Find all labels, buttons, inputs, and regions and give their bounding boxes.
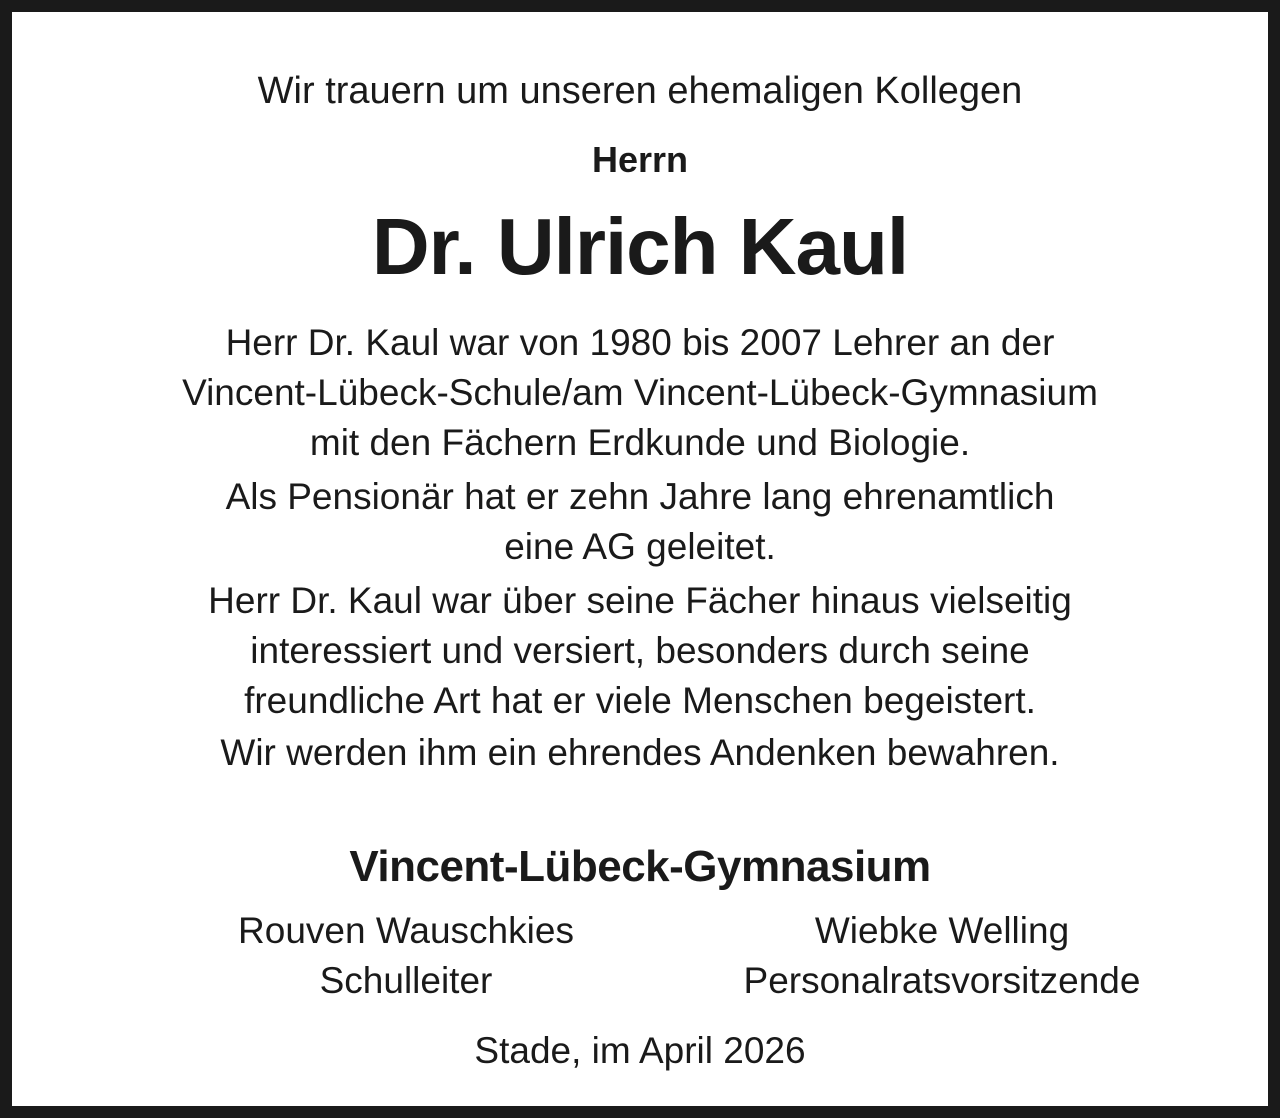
signatory-role: Schulleiter [319, 960, 493, 1001]
signatory-role: Personalratsvorsitzende [743, 960, 1141, 1001]
paragraph-remembrance [12, 728, 1268, 778]
salutation: Herrn [591, 139, 689, 180]
paragraph-line: Wir werden ihm ein ehrendes Andenken bewahren. [220, 732, 1060, 773]
signatory-principal [146, 906, 666, 1006]
paragraph-line: mit den Fächern Erdkunde und Biologie. [309, 422, 971, 463]
paragraph-line: eine AG geleitet. [504, 526, 776, 567]
deceased-name: Dr. Ulrich Kaul [371, 202, 909, 291]
intro-text: Wir trauern um unseren ehemaligen Kollegen [257, 70, 1023, 112]
paragraph-line: interessiert und versiert, besonders durch seine [250, 630, 1030, 671]
paragraph-line: Vincent-Lübeck-Schule/am Vincent-Lübeck-Gymnasium [182, 372, 1098, 413]
place-date: Stade, im April 2026 [474, 1030, 806, 1071]
paragraph-line: Als Pensionär hat er zehn Jahre lang ehrenamtlich [225, 476, 1055, 517]
signatory-council-chair [682, 906, 1202, 1006]
signatory-name: Rouven Wauschkies [238, 910, 574, 951]
paragraph-career [12, 318, 1268, 468]
paragraph-character [12, 576, 1268, 726]
paragraph-line: Herr Dr. Kaul war von 1980 bis 2007 Lehrer an der [225, 322, 1055, 363]
organization-name: Vincent-Lübeck-Gymnasium [349, 842, 931, 891]
paragraph-line: freundliche Art hat er viele Menschen begeistert. [244, 680, 1036, 721]
paragraph-retirement [12, 472, 1268, 572]
signatory-name: Wiebke Welling [814, 910, 1070, 951]
paragraph-line: Herr Dr. Kaul war über seine Fächer hinaus vielseitig [208, 580, 1072, 621]
